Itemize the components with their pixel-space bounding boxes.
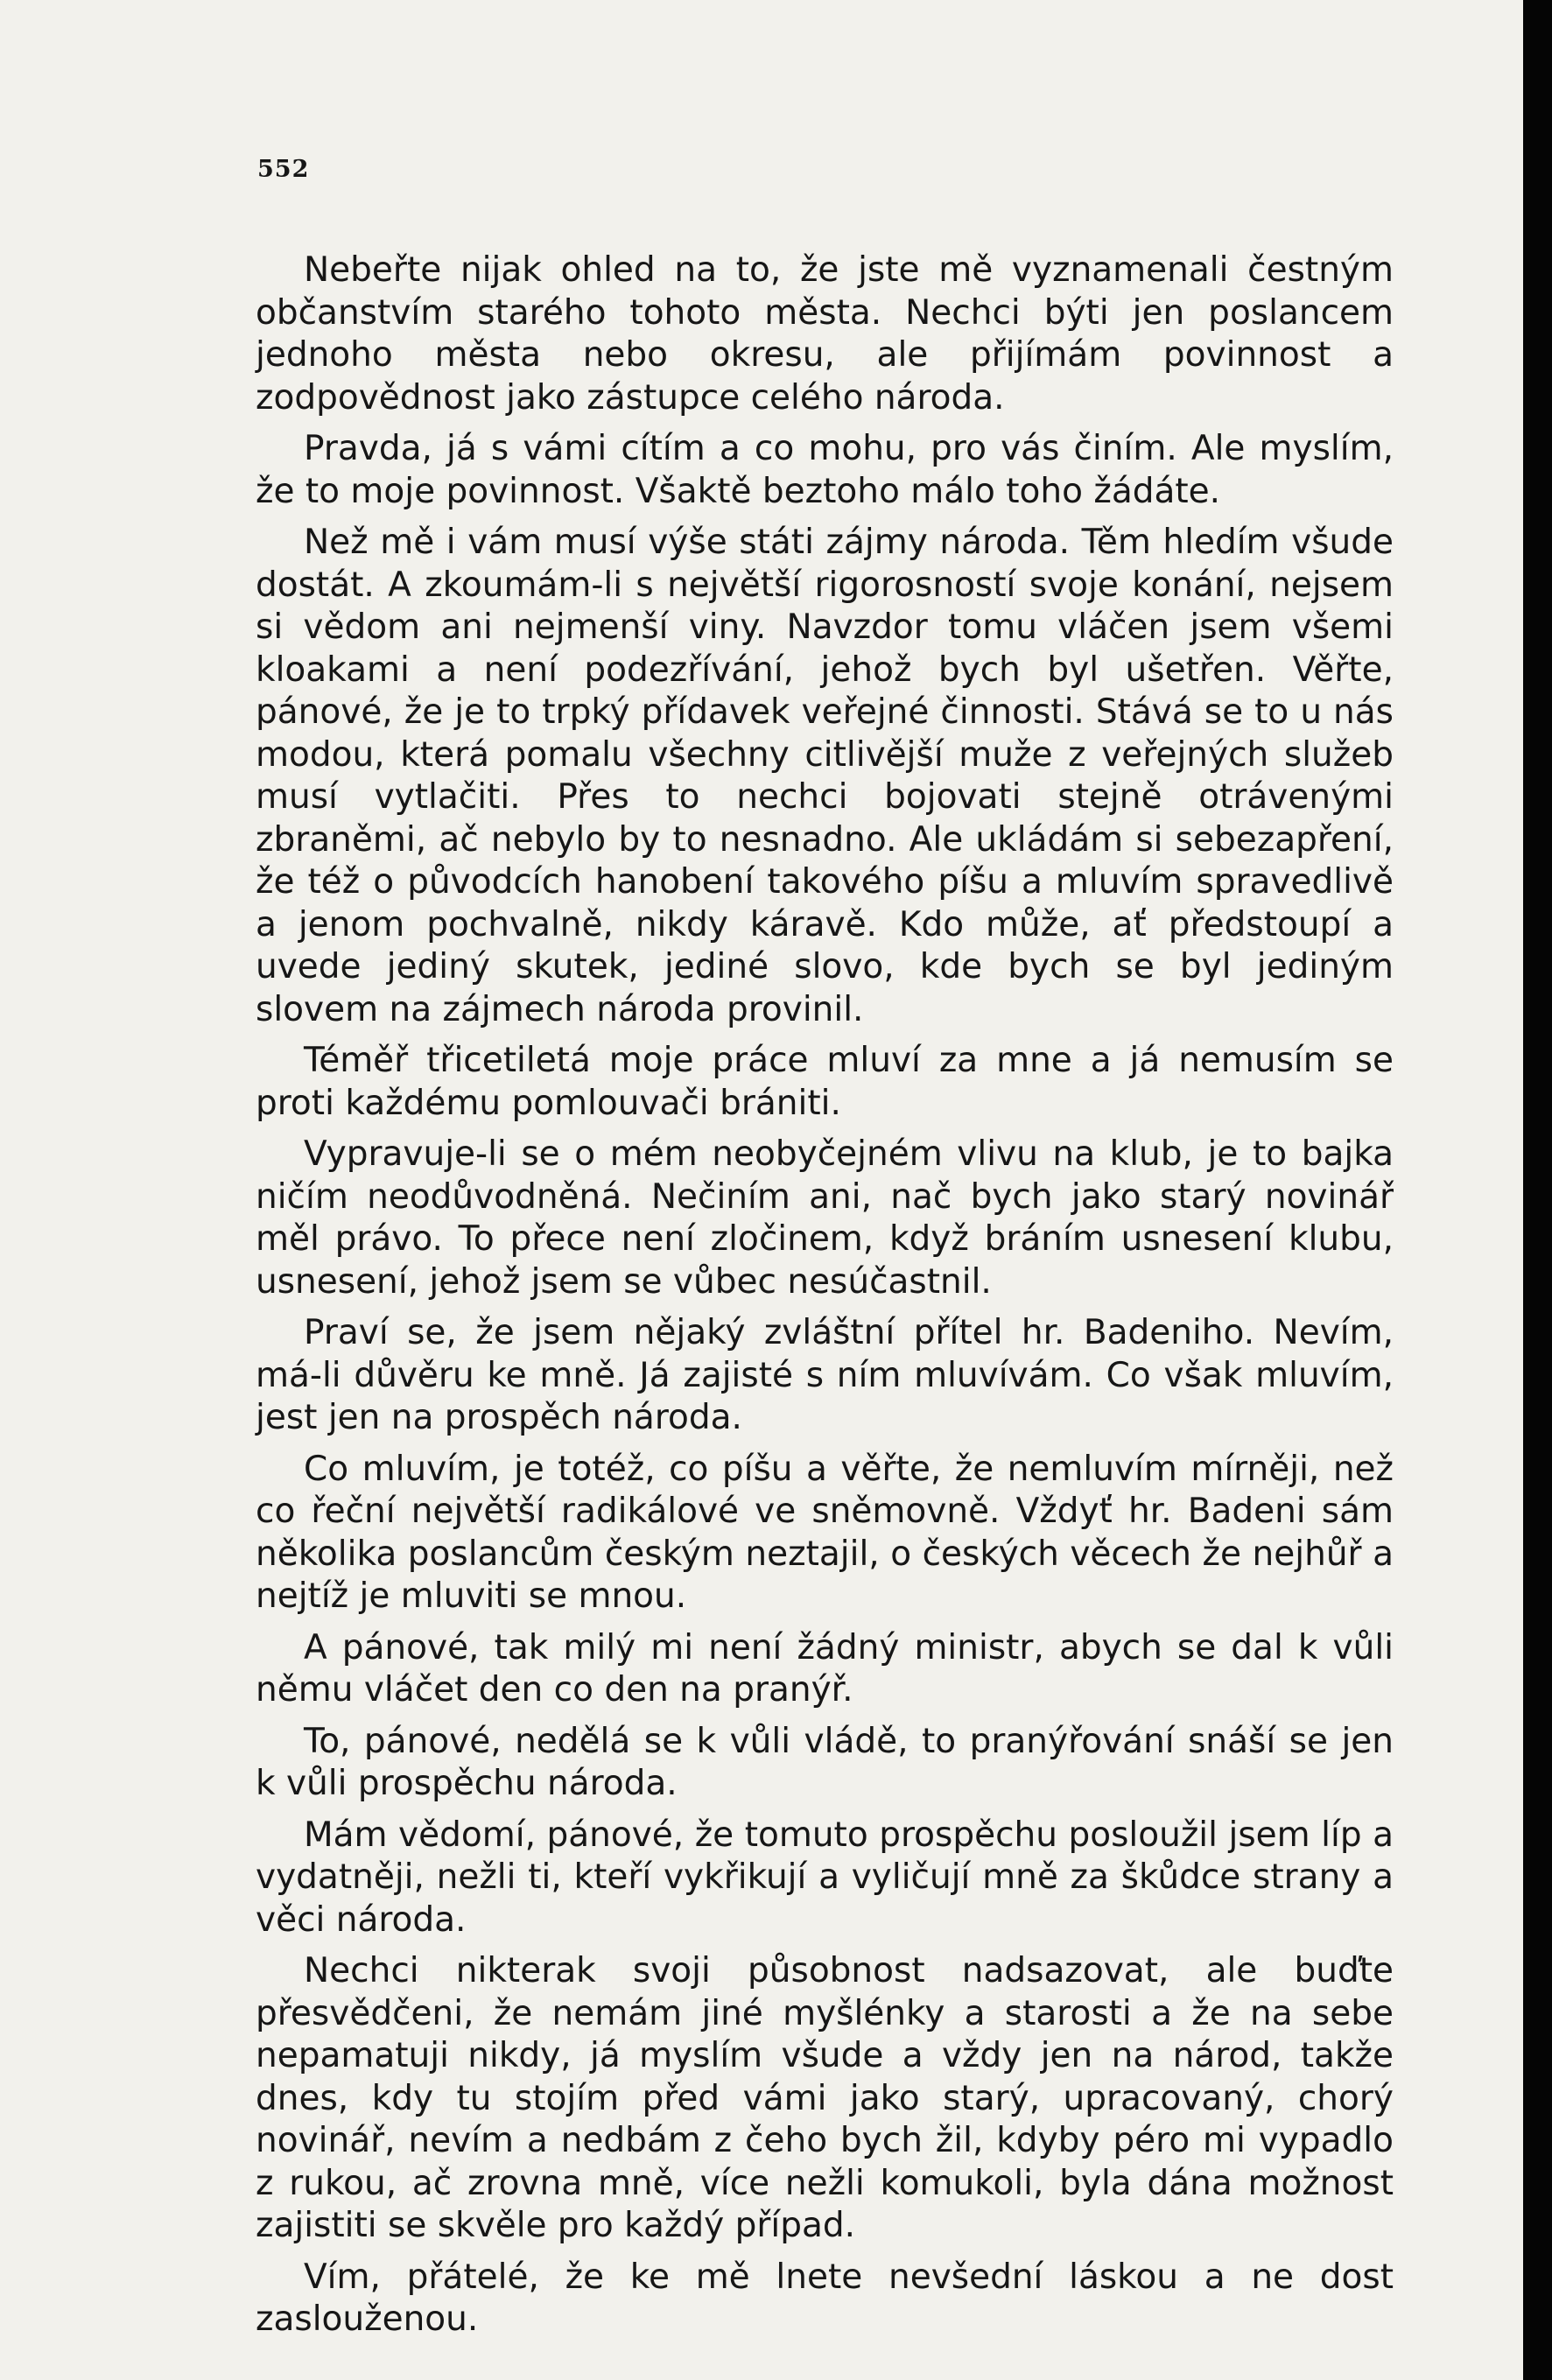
paragraph: Téměř třicetiletá moje práce mluví za mne a já nemusím se proti každému pomlouvači brániti. bbox=[256, 1041, 1394, 1123]
paragraph: Nechci nikterak svoji působnost nadsazovat, ale buďte přesvědčeni, že nemám jiné myšlénky a starosti a že na sebe nepamatuji nikdy, já myslím všude a vždy jen na národ, takže dnes, kdy tu stojím před vámi jako starý, upracovaný, chorý novinář, nevím a nedbám z čeho bych žil, kdyby péro mi vypadlo z rukou, ač zrovna mně, více nežli komukoli, byla dána možnost zajistiti se skvěle pro každý případ. bbox=[256, 1951, 1394, 2245]
paragraph: Co mluvím, je totéž, co píšu a věřte, že nemluvím mírněji, než co řeční největší radikálové ve sněmovně. Vždyť hr. Badeni sám několika poslancům českým neztajil, o českých věcech že nejhůř a nejtíž je mluviti se mnou. bbox=[256, 1449, 1394, 1616]
paragraph: Mám vědomí, pánové, že tomuto prospěchu posloužil jsem líp a vydatněji, nežli ti, kteří vykřikují a vyličují mně za škůdce strany a věci národa. bbox=[256, 1815, 1394, 1940]
paragraph: Vypravuje-li se o mém neobyčejném vlivu na klub, je to bajka ničím neodůvodněná. Nečiním ani, nač bych jako starý novinář měl právo. To přece není zločinem, když bráním usnesení klubu, usnesení, jehož jsem se vůbec nesúčastnil. bbox=[256, 1134, 1394, 1302]
paragraph: Vím, přátelé, že ke mě lnete nevšední láskou a ne dost zaslouženou. bbox=[256, 2257, 1394, 2339]
paragraph: A pánové, tak milý mi není žádný ministr, abych se dal k vůli němu vláčet den co den na pranýř. bbox=[256, 1627, 1394, 1710]
paragraph: Než mě i vám musí výše státi zájmy národa. Těm hledím všude dostát. A zkoumám-li s největší rigorosností svoje konání, nejsem si vědom ani nejmenší viny. Navzdor tomu vláčen jsem všemi kloakami a není podezřívání, jehož bych byl ušetřen. Věřte, pánové, že je to trpký přídavek veřejné činnosti. Stává se to u nás modou, která pomalu všechny citlivější muže z veřejných služeb musí vytlačiti. Přes to nechci bojovati stejně otrávenými zbraněmi, ač nebylo by to nesnadno. Ale ukládám si sebezapření, že též o původcích hanobení takového píšu a mluvím spravedlivě a jenom pochvalně, nikdy káravě. Kdo může, ať předstoupí a uvede jediný skutek, jediné slovo, kde bych se byl jediným slovem na zájmech národa provinil. bbox=[256, 523, 1394, 1029]
paragraph: Nebeřte nijak ohled na to, že jste mě vyznamenali čestným občanstvím starého tohoto města. Nechci býti jen poslancem jednoho města nebo okresu, ale přijímám povinnost a zodpovědnost jako zástupce celého národa. bbox=[256, 250, 1394, 418]
paragraph: Praví se, že jsem nějaký zvláštní přítel hr. Badeniho. Nevím, má-li důvěru ke mně. Já zajisté s ním mluvívám. Co však mluvím, jest jen na prospěch národa. bbox=[256, 1313, 1394, 1437]
paragraph: To, pánové, nedělá se k vůli vládě, to pranýřování snáší se jen k vůli prospěchu národa. bbox=[256, 1721, 1394, 1803]
paragraph: Pravda, já s vámi cítím a co mohu, pro vás činím. Ale myslím, že to moje povinnost. Všaktě beztoho málo toho žádáte. bbox=[256, 429, 1394, 511]
scan-border bbox=[1523, 0, 1552, 2380]
page-number: 552 bbox=[257, 156, 310, 183]
body-text bbox=[256, 249, 1394, 2350]
